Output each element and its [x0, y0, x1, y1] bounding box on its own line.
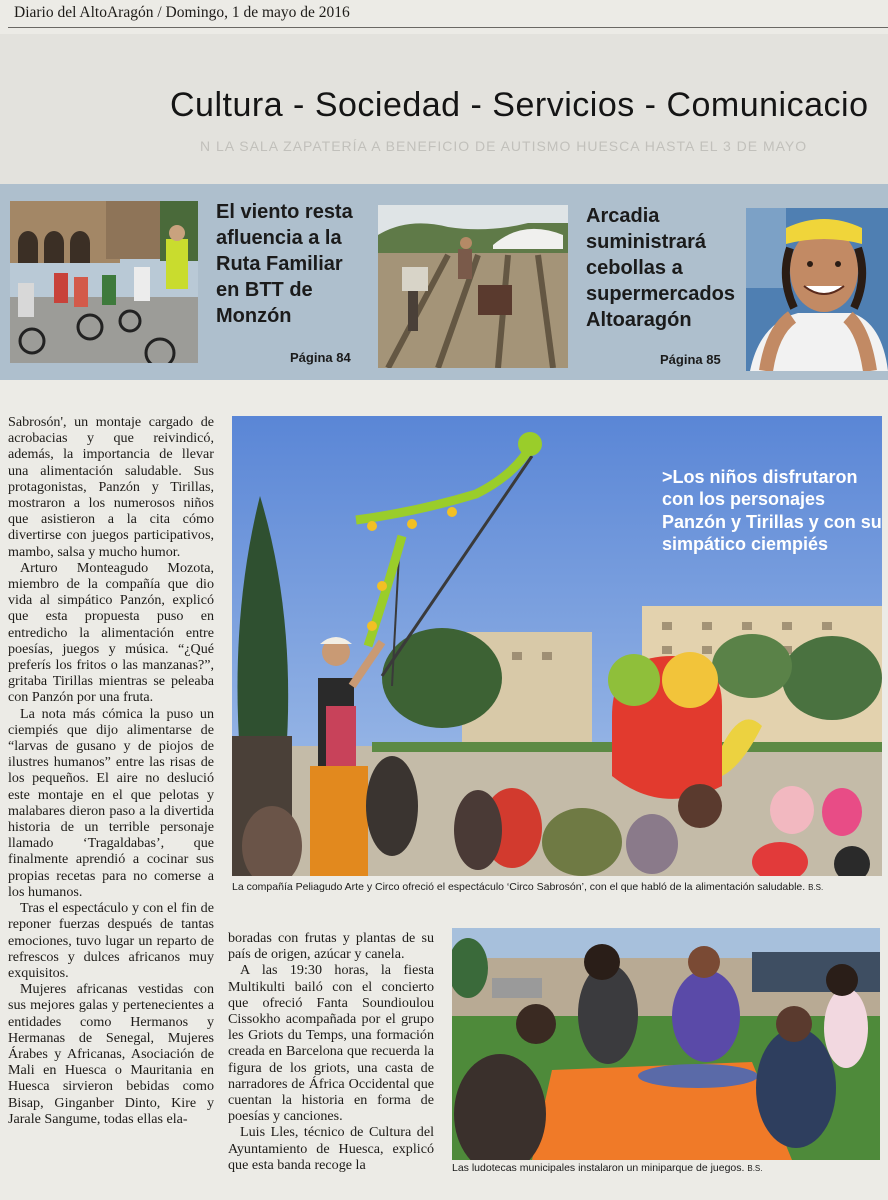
- paragraph: Arturo Monteagudo Mozota, miembro de la compañía que dio vida al simpático Panzón, explicó que esta propuesta puso en entredicho la alimentación entre poesías, juegos y música. “¿Qué preferís los fritos o las manzanas?”, gritaba Tirillas mientras se peleaba con Panzón por una fruta.: [8, 559, 214, 706]
- teaser-page-btt: Página 84: [290, 350, 351, 365]
- caption-text: Las ludotecas municipales instalaron un miniparque de juegos.: [452, 1162, 745, 1174]
- teaser-photo-portrait: [746, 208, 888, 371]
- paragraph: boradas con frutas y plantas de su país de origen, azúcar y canela.: [228, 930, 434, 963]
- pull-quote: >Los niños disfrutaron con los personajes Panzón y Tirillas y con su simpático ciempiés: [662, 467, 882, 555]
- main-photo-caption: [232, 881, 823, 893]
- teaser-page-arcadia: Página 85: [660, 352, 721, 367]
- paragraph: Mujeres africanas vestidas con sus mejores galas y pertenecientes a entidades como Hermanos y Hermanas de Senegal, Mujeres Árabes y Africanas, Asociación de Mali en Huesca o Mauritania en Huesca sirvieron bebidas como Bisap, Ginganber Dinto, Kire y Jarale Sangume, todas ellas ela-: [8, 981, 214, 1127]
- paragraph: Luis Lles, técnico de Cultura del Ayuntamiento de Huesca, explicó que esta banda recoge la: [228, 1124, 434, 1173]
- paragraph: Tras el espectáculo y con el fin de reponer fuerzas después de tantas emociones, tuvo lugar un reparto de refrescos y dulces africanos muy exquisitos.: [8, 900, 214, 981]
- teaser-photo-field: [378, 205, 568, 368]
- photo-credit: B.S.: [747, 1164, 763, 1173]
- paragraph: Sabrosón', un montaje cargado de acrobacias y que reivindicó, además, la importancia de llevar una alimentación saludable. Sus protagonistas, Panzón y Tirillas, mostraron a los numerosos niños que asistieron a la cita cómo divertirse con juegos participativos, mambo, salsa y mucho humor.: [8, 414, 214, 560]
- teaser-headline-arcadia: Arcadia suministrará cebollas a supermercados Altoaragón: [586, 205, 735, 331]
- second-photo-playground: [452, 928, 880, 1160]
- photo-credit: B.S.: [808, 883, 824, 892]
- section-title: Cultura - Sociedad - Servicios - Comunicacio: [170, 86, 869, 124]
- article-column-1: [8, 414, 214, 1127]
- second-photo-caption: [452, 1162, 762, 1174]
- paragraph: La nota más cómica la puso un ciempiés que dijo alimentarse de “larvas de gusano y de piojos de ilustres humanos” entre las risas de los pequeños. El aire no deslució este montaje en el que pelotas y malabares dieron paso a la divertida historia de un terrible personaje llamado ‘Tragaldabas’, que finalmente aprendió a cocinar sus propias recetas para no comerse a los humanos.: [8, 705, 214, 900]
- paragraph: A las 19:30 horas, la fiesta Multikulti bailó con el concierto que ofreció Fanta Soundioulou Cissokho acompañada por el grupo les Griots du Temps, una formación creada en Barcelona que recuerda la figura de los griots, una casta de narradores de África Occidental que cuentan la historia en forma de poesías y canciones.: [228, 962, 434, 1125]
- teaser-band: [0, 184, 888, 380]
- show-through-text: N LA SALA ZAPATERÍA A BENEFICIO DE AUTISMO HUESCA HASTA EL 3 DE MAYO: [200, 138, 808, 154]
- caption-text: La compañía Peliagudo Arte y Circo ofreció el espectáculo ‘Circo Sabrosón’, con el que habló de la alimentación saludable.: [232, 881, 806, 893]
- masthead-rule: [8, 27, 888, 28]
- masthead: Diario del AltoAragón / Domingo, 1 de mayo de 2016: [14, 4, 350, 21]
- article-column-2: [228, 930, 434, 1173]
- teaser-headline-btt: El viento resta afluencia a la Ruta Familiar en BTT de Monzón: [216, 201, 353, 327]
- teaser-photo-cyclists: [10, 201, 198, 363]
